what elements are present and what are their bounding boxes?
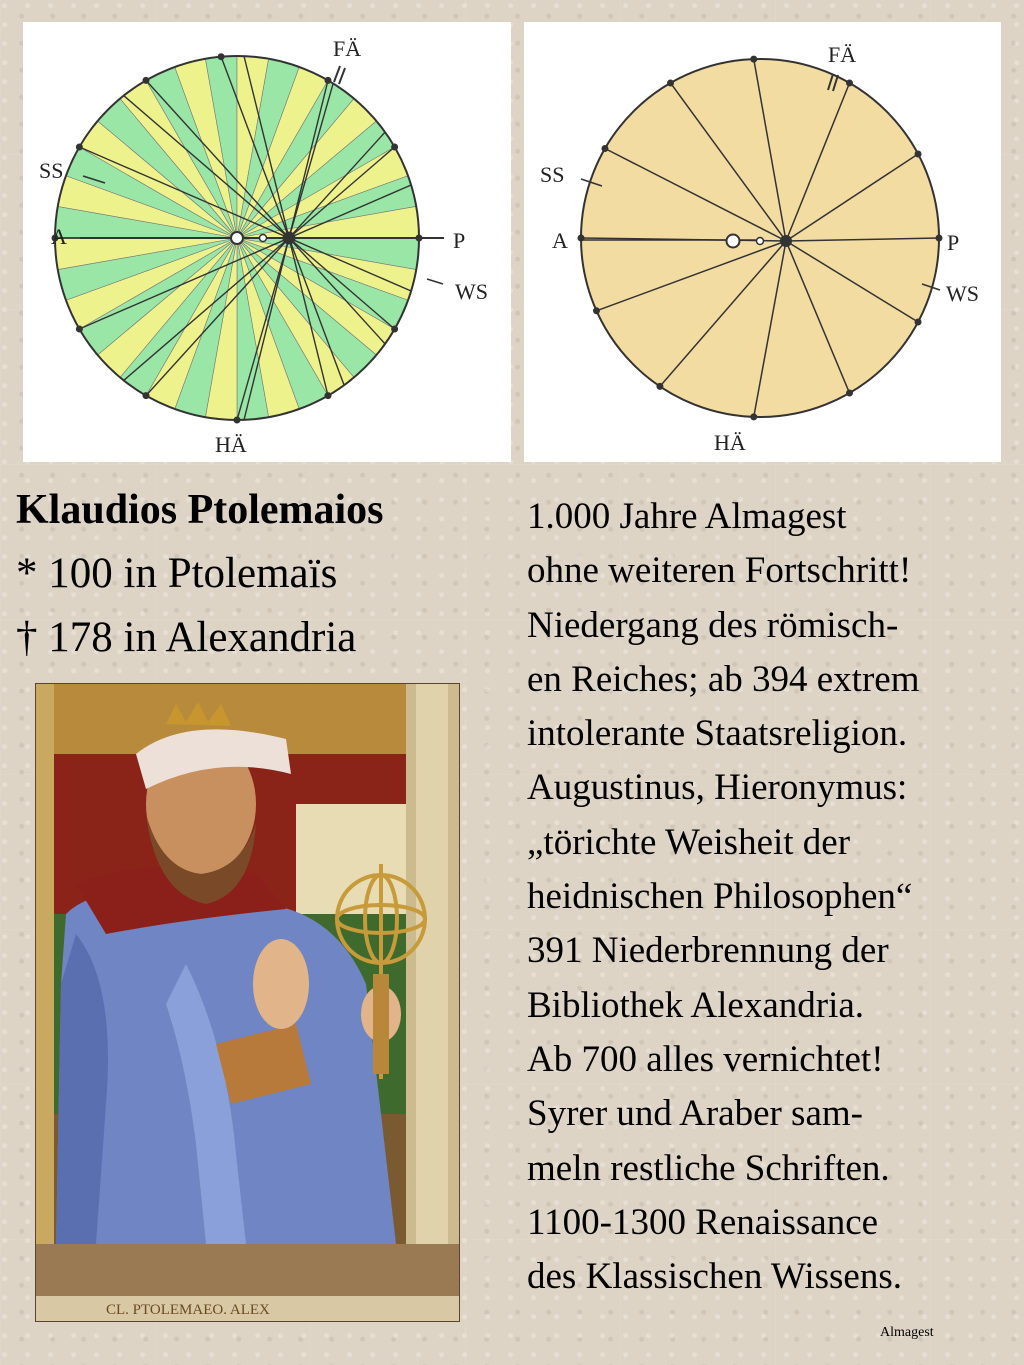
rim-point [218,53,225,60]
name-heading: Klaudios Ptolemaios [16,487,384,533]
midpoint-marker [757,238,764,245]
label-ws: WS [946,281,979,306]
center-marker [231,232,243,244]
rim-point [750,56,757,63]
label-fa: FÄ [828,42,857,67]
midpoint-marker [260,235,267,242]
label-a: A [552,228,568,253]
rim-point [391,144,398,151]
diagram-left-svg [23,22,511,462]
history-line: 391 Niederbrennung der [527,930,889,972]
rim-point [750,413,757,420]
rim-point [325,392,332,399]
footer-label: Almagest [880,1325,934,1340]
rim-point [143,392,150,399]
rim-point [846,390,853,397]
rim-point [915,319,922,326]
history-text [527,490,1022,1304]
birth-line: * 100 in Ptolemaïs [16,550,338,597]
diagram-equant-simple [524,22,1001,462]
death-line: † 178 in Alexandria [16,614,357,661]
history-line: „törichte Weisheit der [527,821,851,863]
history-line: 1100-1300 Renaissance [527,1201,879,1243]
diagram-equant-colored [23,22,511,462]
label-ha: HÄ [714,430,746,455]
history-line: en Reiches; ab 394 extrem [527,658,920,700]
portrait-ptolemy [35,683,460,1322]
label-fa: FÄ [333,36,362,61]
rim-point [601,145,608,152]
label-ss: SS [540,162,565,187]
history-line: des Klassischen Wissens. [527,1256,902,1298]
history-line: ohne weiteren Fortschritt! [527,550,912,592]
rim-point [656,383,663,390]
portrait-painting [36,684,459,1321]
history-line: 1.000 Jahre Almagest [527,496,847,537]
label-p: P [453,228,466,253]
rim-point [143,77,150,84]
equant-marker [780,235,792,247]
label-ss: SS [39,158,64,183]
history-line: Augustinus, Hieronymus: [527,767,908,809]
history-line: Syrer und Araber sam- [527,1093,863,1135]
history-line: Niedergang des römisch- [527,604,899,646]
rim-point [76,144,83,151]
rim-point [936,235,943,242]
label-p: P [947,230,960,255]
portrait-inscription: CL. PTOLEMAEO. ALEX [106,1302,270,1318]
rim-point [76,326,83,333]
rim-point [915,150,922,157]
history-line: Bibliothek Alexandria. [527,984,865,1026]
label-a: A [51,224,67,249]
rim-point [846,79,853,86]
history-line: meln restliche Schriften. [527,1147,890,1189]
center-marker [727,235,740,248]
history-line: intolerante Staatsreligion. [527,713,908,755]
biography [16,478,486,670]
rim-point [667,79,674,86]
diagram-right-svg [524,22,1001,462]
history-line: heidnischen Philosophen“ [527,876,913,918]
label-ws: WS [455,279,488,304]
history-line: Ab 700 alles vernichtet! [527,1038,884,1080]
rim-point [391,326,398,333]
rim-point [593,307,600,314]
equant-marker [283,232,296,245]
rim-point [234,417,241,424]
rim-point [325,77,332,84]
label-ha: HÄ [215,432,247,457]
